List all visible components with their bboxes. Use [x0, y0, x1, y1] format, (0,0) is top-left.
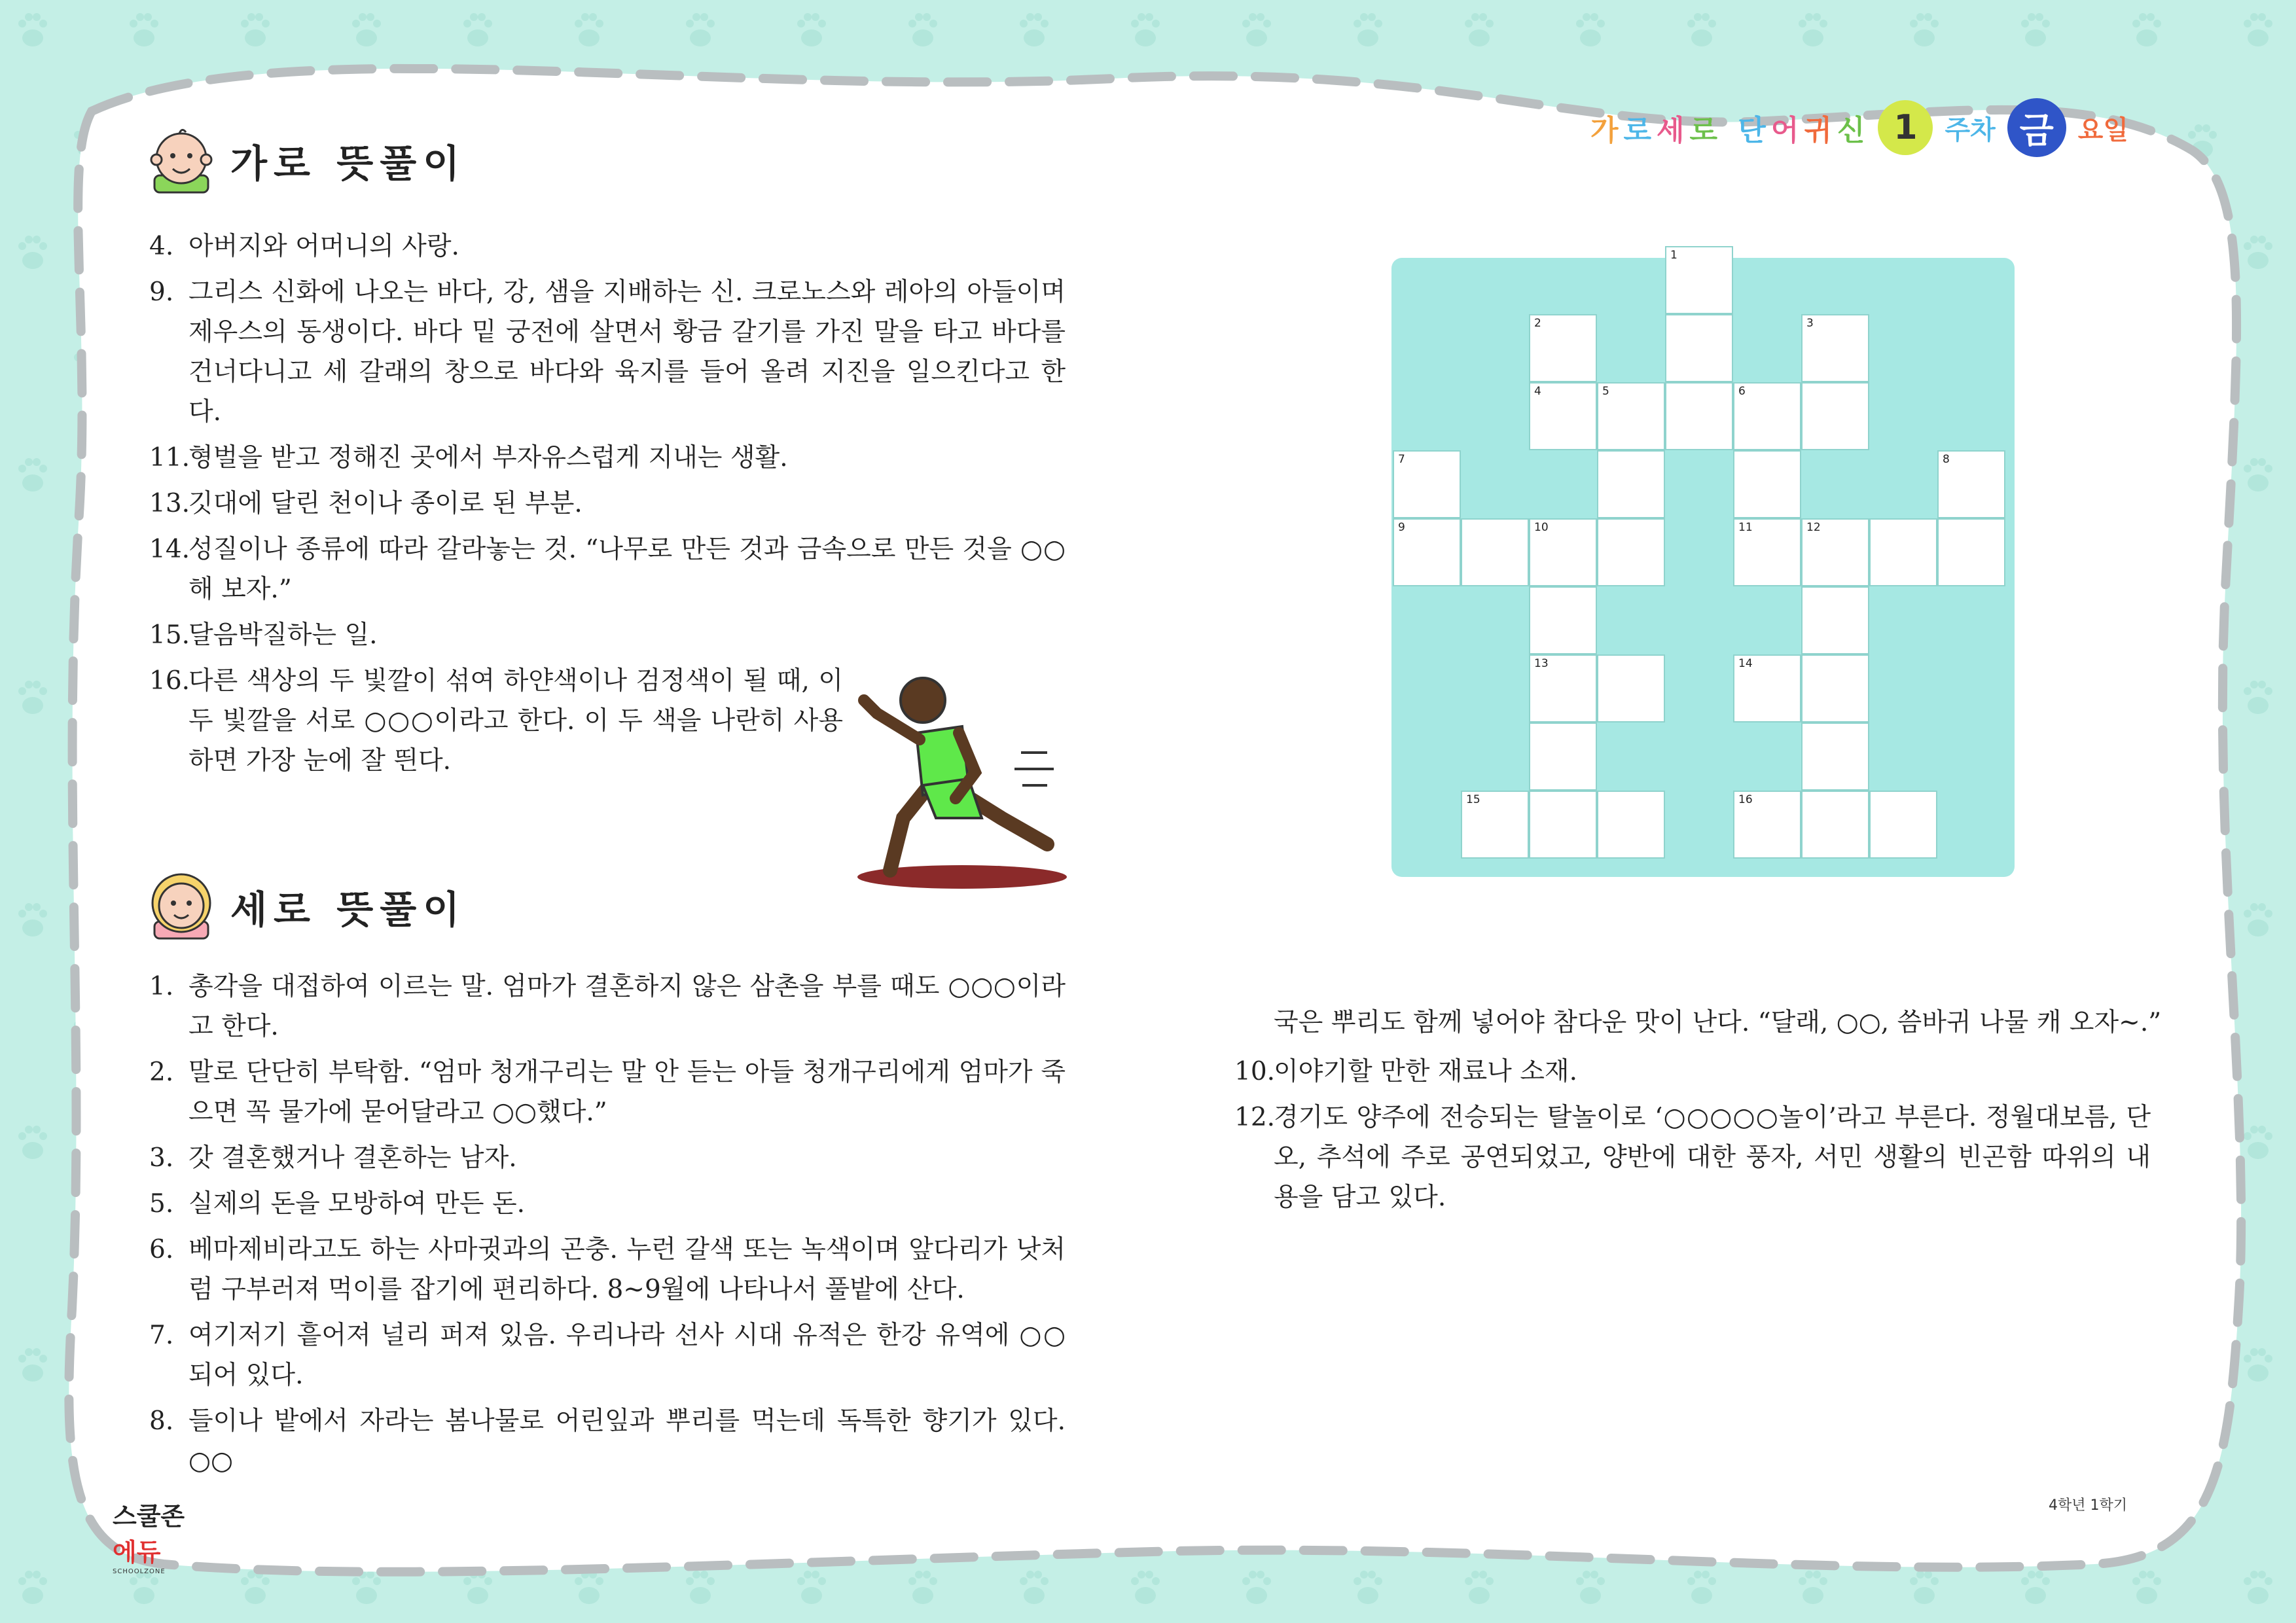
crossword-cell-number: 1	[1670, 249, 1677, 262]
crossword-cell-number: 14	[1738, 657, 1753, 670]
crossword-cell[interactable]	[1461, 518, 1529, 586]
clue-number: 14.	[149, 535, 190, 564]
crossword-cell[interactable]	[1733, 654, 1801, 722]
crossword-cell[interactable]	[1597, 791, 1665, 859]
series-title-char: 신	[1837, 114, 1867, 147]
clue-number: 12.	[1234, 1103, 1276, 1132]
crossword-grid	[1391, 249, 2015, 877]
clue-text: 경기도 양주에 전승되는 탈놀이로 ‘○○○○○놀이’라고 부른다. 정월대보름, 단오, 추석에 주로 공연되었고, 양반에 대한 풍자, 서민 생활의 빈곤함 따위의 내용을 담고 있다.	[1274, 1103, 2151, 1212]
series-title	[1590, 107, 1866, 149]
crossword-cell[interactable]	[1733, 382, 1801, 450]
clue-item	[149, 967, 1066, 1046]
crossword-cell[interactable]	[1529, 518, 1597, 586]
crossword-cell[interactable]	[1869, 791, 1937, 859]
crossword-cell-number: 3	[1806, 317, 1814, 330]
crossword-cell[interactable]	[1801, 654, 1869, 722]
clue-number: 9.	[149, 277, 174, 307]
clue-item	[149, 529, 1066, 609]
down-clue-list	[149, 967, 1066, 1487]
crossword-cell[interactable]	[1597, 382, 1665, 450]
crossword-cell[interactable]	[1393, 518, 1461, 586]
clue-item	[1234, 1052, 2151, 1092]
crossword-cell-number: 9	[1398, 521, 1405, 534]
crossword-cell[interactable]	[1801, 382, 1869, 450]
clue-text: 들이나 밭에서 자라는 봄나물로 어린잎과 뿌리를 먹는데 독특한 향기가 있다. ○○	[188, 1406, 1066, 1476]
crossword-cell[interactable]	[1733, 450, 1801, 518]
clue-text: 베마제비라고도 하는 사마귓과의 곤충. 누런 갈색 또는 녹색이며 앞다리가 낫처럼 구부러져 먹이를 잡기에 편리하다. 8~9월에 나타나서 풀밭에 산다.	[188, 1235, 1066, 1304]
clue-item	[149, 484, 1066, 524]
crossword-cell-number: 7	[1398, 453, 1405, 466]
crossword-cell-number: 4	[1534, 385, 1541, 398]
running-man-illustration	[851, 654, 1073, 897]
clue-number: 4.	[149, 232, 174, 261]
girl-face-icon	[145, 870, 217, 942]
crossword-cell[interactable]	[1801, 791, 1869, 859]
clue-number: 6.	[149, 1235, 174, 1264]
crossword-cell[interactable]	[1597, 518, 1665, 586]
grade-label: 4학년 1학기	[2049, 1497, 2127, 1514]
clue-text: 갓 결혼했거나 결혼하는 남자.	[188, 1143, 517, 1173]
clue-item	[149, 272, 1066, 432]
crossword-cell-number: 8	[1943, 453, 1950, 466]
crossword-cell[interactable]	[1801, 586, 1869, 654]
down-heading	[145, 870, 466, 942]
clue-item	[149, 1052, 1066, 1132]
crossword-cell[interactable]	[1801, 722, 1869, 791]
crossword-cell[interactable]	[1937, 518, 2005, 586]
crossword-cell[interactable]	[1597, 450, 1665, 518]
clue-text: 깃대에 달린 천이나 종이로 된 부분.	[188, 489, 583, 518]
clue-number: 1.	[149, 972, 174, 1001]
crossword-cell[interactable]	[1801, 518, 1869, 586]
clue-number: 2.	[149, 1058, 174, 1087]
crossword-cell[interactable]	[1529, 722, 1597, 791]
crossword-cell-number: 12	[1806, 521, 1821, 534]
series-title-char: 단	[1738, 114, 1767, 147]
across-heading	[145, 124, 466, 196]
down-clue-continuation: 국은 뿌리도 함께 넣어야 참다운 맛이 난다. “달래, ○○, 씀바귀 나물 캐 오자~.”	[1274, 1008, 2162, 1037]
day-suffix: 요일	[2077, 115, 2129, 145]
crossword-cell[interactable]	[1869, 518, 1937, 586]
clue-text: 이야기할 만한 재료나 소재.	[1274, 1057, 1578, 1086]
clue-item	[149, 1230, 1066, 1310]
clue-text: 성질이나 종류에 따라 갈라놓는 것. “나무로 만든 것과 금속으로 만든 것을 ○○해 보자.”	[188, 535, 1066, 604]
crossword-cell-number: 15	[1466, 793, 1480, 806]
crossword-cell-number: 5	[1602, 385, 1609, 398]
crossword-cell[interactable]	[1665, 382, 1733, 450]
across-heading-title: 가로 뜻풀이	[230, 141, 467, 186]
clue-text: 실제의 돈을 모방하여 만든 돈.	[188, 1189, 526, 1219]
series-title-char: 로	[1689, 114, 1719, 147]
clue-text: 달음박질하는 일.	[188, 620, 378, 650]
publisher-logo	[113, 1496, 198, 1575]
down-clue-list-continued	[1234, 1052, 2151, 1223]
crossword-cell[interactable]	[1529, 382, 1597, 450]
crossword-cell[interactable]	[1597, 654, 1665, 722]
clue-number: 11.	[149, 443, 190, 473]
week-suffix: 주차	[1945, 115, 1996, 145]
down-heading-title: 세로 뜻풀이	[230, 887, 467, 932]
clue-item	[149, 438, 1066, 478]
clue-item	[149, 615, 1066, 655]
crossword-cell-number: 6	[1738, 385, 1746, 398]
crossword-cell[interactable]	[1665, 314, 1733, 382]
crossword-cell-number: 2	[1534, 317, 1541, 330]
crossword-cell-number: 10	[1534, 521, 1549, 534]
logo-sub-text: SCHOOLZONE	[113, 1568, 166, 1575]
series-title-char: 세	[1657, 114, 1686, 147]
series-title-char: 로	[1623, 114, 1653, 147]
clue-item	[149, 1138, 1066, 1178]
week-number-badge: 1	[1878, 100, 1933, 155]
logo-accent-text: 에듀	[113, 1538, 161, 1567]
crossword-cell[interactable]	[1461, 791, 1529, 859]
clue-item	[1234, 1097, 2151, 1217]
series-title-char: 어	[1770, 114, 1801, 147]
crossword-cell[interactable]	[1393, 450, 1461, 518]
crossword-cell[interactable]	[1529, 314, 1597, 382]
clue-number: 16.	[149, 666, 190, 696]
clue-number: 8.	[149, 1406, 174, 1436]
series-title-char: 귀	[1804, 114, 1833, 147]
clue-text: 그리스 신화에 나오는 바다, 강, 샘을 지배하는 신. 크로노스와 레아의 아들이며 제우스의 동생이다. 바다 밑 궁전에 살면서 황금 갈기를 가진 말을 타고 바다를 건너다니고 세 갈래의 창으로 바다와 육지를 들어 올려 지진을 일으킨다고 한다.	[188, 277, 1066, 427]
clue-item	[149, 1315, 1066, 1395]
day-badge: 금	[2007, 98, 2066, 157]
crossword-cell-number: 16	[1738, 793, 1753, 806]
crossword-cell[interactable]	[1529, 586, 1597, 654]
series-title-char: 가	[1590, 114, 1620, 147]
clue-item	[149, 226, 1066, 266]
crossword-cell[interactable]	[1529, 654, 1597, 722]
clue-number: 3.	[149, 1143, 174, 1173]
clue-number: 13.	[149, 489, 190, 518]
crossword-cell[interactable]	[1529, 791, 1597, 859]
clue-item	[149, 1184, 1066, 1224]
crossword-cell[interactable]	[1801, 314, 1869, 382]
clue-text: 아버지와 어머니의 사랑.	[188, 232, 459, 261]
clue-text: 여기저기 흩어져 널리 퍼져 있음. 우리나라 선사 시대 유적은 한강 유역에 ○○되어 있다.	[188, 1321, 1066, 1390]
series-title-char	[1723, 107, 1734, 149]
worksheet-header	[1590, 92, 2245, 164]
clue-number: 10.	[1234, 1057, 1276, 1086]
crossword-cell[interactable]	[1733, 518, 1801, 586]
clue-text: 다른 색상의 두 빛깔이 섞여 하얀색이나 검정색이 될 때, 이 두 빛깔을 서로 ○○○이라고 한다. 이 두 색을 나란히 사용하면 가장 눈에 잘 띈다.	[188, 666, 843, 776]
crossword-cell[interactable]	[1665, 246, 1733, 314]
crossword-cell-number: 11	[1738, 521, 1753, 534]
clue-text: 형벌을 받고 정해진 곳에서 부자유스럽게 지내는 생활.	[188, 443, 788, 473]
crossword-cell-number: 13	[1534, 657, 1549, 670]
crossword-cell[interactable]	[1733, 791, 1801, 859]
clue-number: 15.	[149, 620, 190, 650]
clue-text: 말로 단단히 부탁함. “엄마 청개구리는 말 안 듣는 아들 청개구리에게 엄마가 죽으면 꼭 물가에 묻어달라고 ○○했다.”	[188, 1058, 1066, 1127]
clue-text: 총각을 대접하여 이르는 말. 엄마가 결혼하지 않은 삼촌을 부를 때도 ○○○이라고 한다.	[188, 972, 1066, 1041]
baby-face-icon	[145, 124, 217, 196]
crossword-cell[interactable]	[1937, 450, 2005, 518]
clue-number: 5.	[149, 1189, 174, 1219]
logo-main-text: 스쿨존	[113, 1502, 185, 1531]
clue-number: 7.	[149, 1321, 174, 1350]
clue-item	[149, 1401, 1066, 1481]
